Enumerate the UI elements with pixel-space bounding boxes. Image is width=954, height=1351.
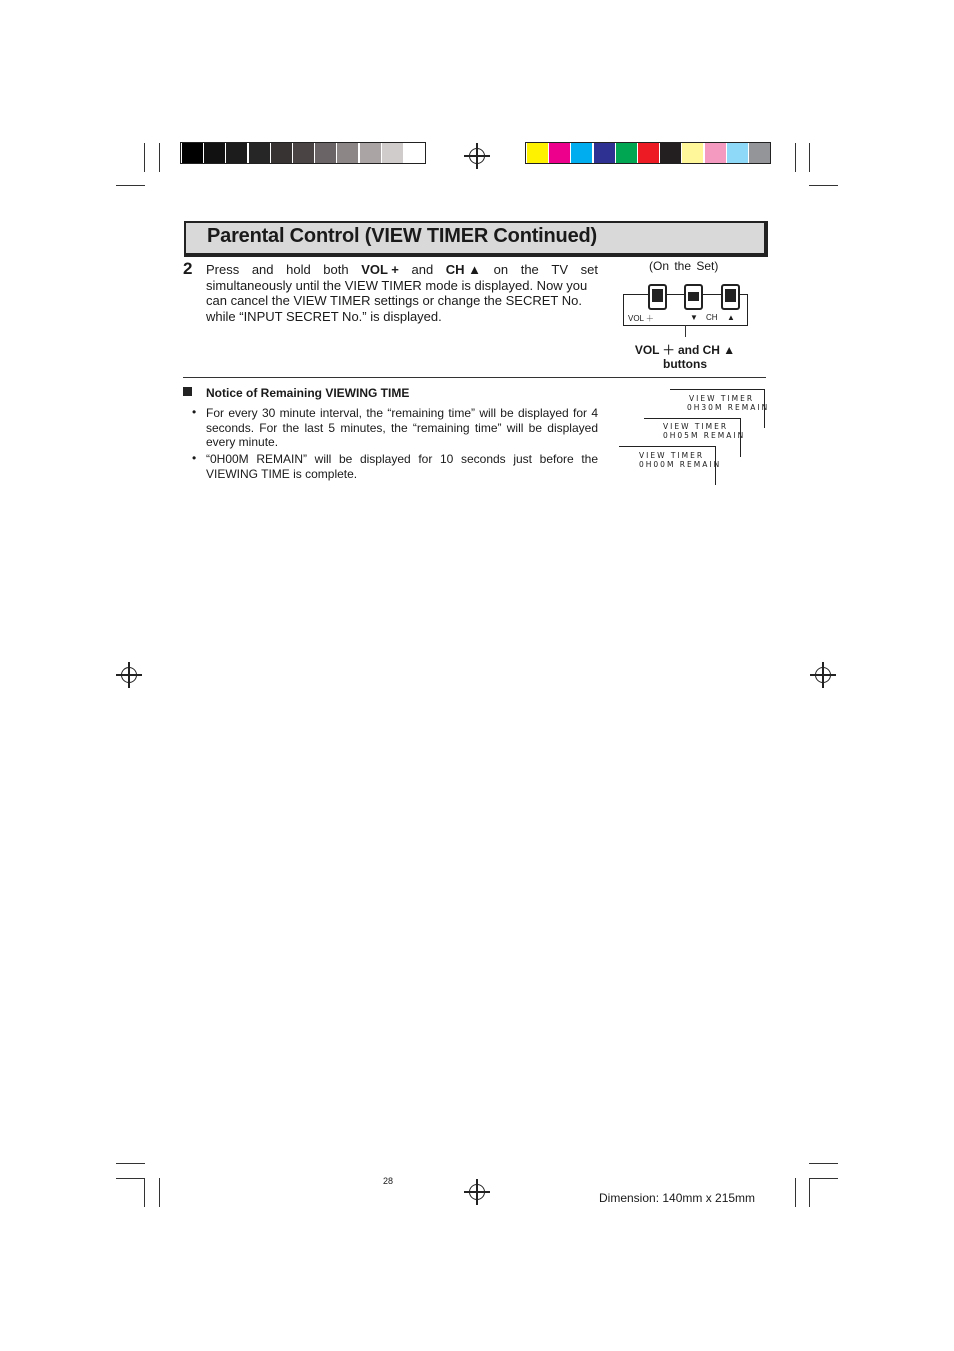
color-swatch (549, 143, 570, 163)
buttons-caption (615, 343, 755, 371)
registration-mark-icon (469, 1184, 485, 1200)
crop-mark (159, 143, 160, 172)
crop-mark (809, 1178, 810, 1207)
crop-mark (809, 143, 810, 172)
color-swatch (360, 143, 381, 163)
step-word: Press (206, 262, 240, 277)
color-swatch (204, 143, 225, 163)
color-swatch (226, 143, 247, 163)
page-title: Parental Control (VIEW TIMER Continued) (207, 225, 597, 247)
vol-plus-label: VOL + (361, 262, 399, 277)
crop-mark (809, 1163, 838, 1164)
osd-line: VIEW TIMER (639, 451, 705, 460)
step-word: the (520, 262, 539, 277)
osd-screen-text (687, 394, 769, 412)
color-swatch (660, 143, 681, 163)
step-word: TV (551, 262, 569, 277)
page-number: 28 (383, 1176, 394, 1186)
color-swatch (727, 143, 748, 163)
panel-down-arrow: ▼ (690, 313, 698, 322)
osd-line: VIEW TIMER (663, 422, 729, 431)
panel-vol-label: VOL ＋ (628, 314, 654, 323)
step-instruction (206, 262, 598, 324)
step-word: set (580, 262, 598, 277)
step-word: both (323, 262, 349, 277)
panel-ch-label: CH (706, 313, 718, 322)
buttons-caption-line1: VOL ＋ and CH ▲ (634, 343, 736, 357)
color-swatch (638, 143, 659, 163)
osd-screen-text (663, 422, 745, 440)
osd-line: VIEW TIMER (689, 394, 755, 403)
registration-mark-icon (815, 667, 831, 683)
notice-heading: Notice of Remaining VIEWING TIME (206, 386, 410, 400)
osd-screen-text (639, 451, 721, 469)
registration-mark-icon (469, 148, 485, 164)
crop-mark (116, 1178, 145, 1179)
color-swatch (249, 143, 270, 163)
crop-mark (159, 1178, 160, 1207)
color-swatch (293, 143, 314, 163)
bullet-dot-icon: • (192, 451, 197, 465)
color-swatch (682, 143, 703, 163)
tv-button-panel (623, 294, 748, 326)
panel-up-arrow: ▲ (727, 313, 735, 322)
color-swatch (527, 143, 548, 163)
color-swatch (594, 143, 615, 163)
crop-mark (116, 1163, 145, 1164)
registration-mark-icon (121, 667, 137, 683)
crop-mark (116, 185, 145, 186)
step-word: hold (286, 262, 311, 277)
step-number: 2 (183, 259, 193, 278)
color-swatch (271, 143, 292, 163)
color-swatch (404, 143, 425, 163)
section-divider (183, 377, 766, 378)
osd-line: 0H00M REMAIN (639, 460, 722, 469)
notice-bullet: For every 30 minute interval, the “remaining time” will be displayed for 4 seconds. For the last 5 minutes, the “remaining time” will be displayed every minute. (206, 406, 598, 449)
step-word: and (411, 262, 434, 277)
ch-up-button-icon (721, 284, 740, 310)
osd-line: 0H30M REMAIN (687, 403, 770, 412)
color-swatch (182, 143, 203, 163)
crop-mark (795, 1178, 796, 1207)
color-swatch (616, 143, 637, 163)
square-bullet-icon (183, 387, 192, 396)
ch-up-label: CH ▲ (445, 262, 482, 277)
color-swatch (749, 143, 770, 163)
buttons-caption-line2: buttons (663, 357, 707, 371)
pointer-line (685, 325, 686, 337)
color-swatch (571, 143, 592, 163)
crop-mark (809, 1178, 838, 1179)
on-the-set-label: (On the Set) (649, 259, 719, 273)
step-instruction-rest: simultaneously until the VIEW TIMER mode is displayed. Now you can cancel the VIEW TIMER settings or change the SECRET No. while “INPUT SECRET No.” is displayed. (206, 277, 588, 324)
crop-mark (795, 143, 796, 172)
crop-mark (144, 1178, 145, 1207)
color-swatch (337, 143, 358, 163)
color-swatch (315, 143, 336, 163)
osd-line: 0H05M REMAIN (663, 431, 746, 440)
step-word: and (251, 262, 274, 277)
crop-mark (144, 143, 145, 172)
notice-bullet: “0H00M REMAIN” will be displayed for 10 seconds just before the VIEWING TIME is complete. (206, 452, 598, 481)
color-swatch (382, 143, 403, 163)
color-swatch (705, 143, 726, 163)
crop-mark (809, 185, 838, 186)
dimension-note: Dimension: 140mm x 215mm (599, 1191, 756, 1205)
bullet-dot-icon: • (192, 405, 197, 419)
section-title-box (184, 221, 768, 257)
ch-down-button-icon (684, 284, 703, 310)
vol-plus-button-icon (648, 284, 667, 310)
step-word: on (493, 262, 509, 277)
